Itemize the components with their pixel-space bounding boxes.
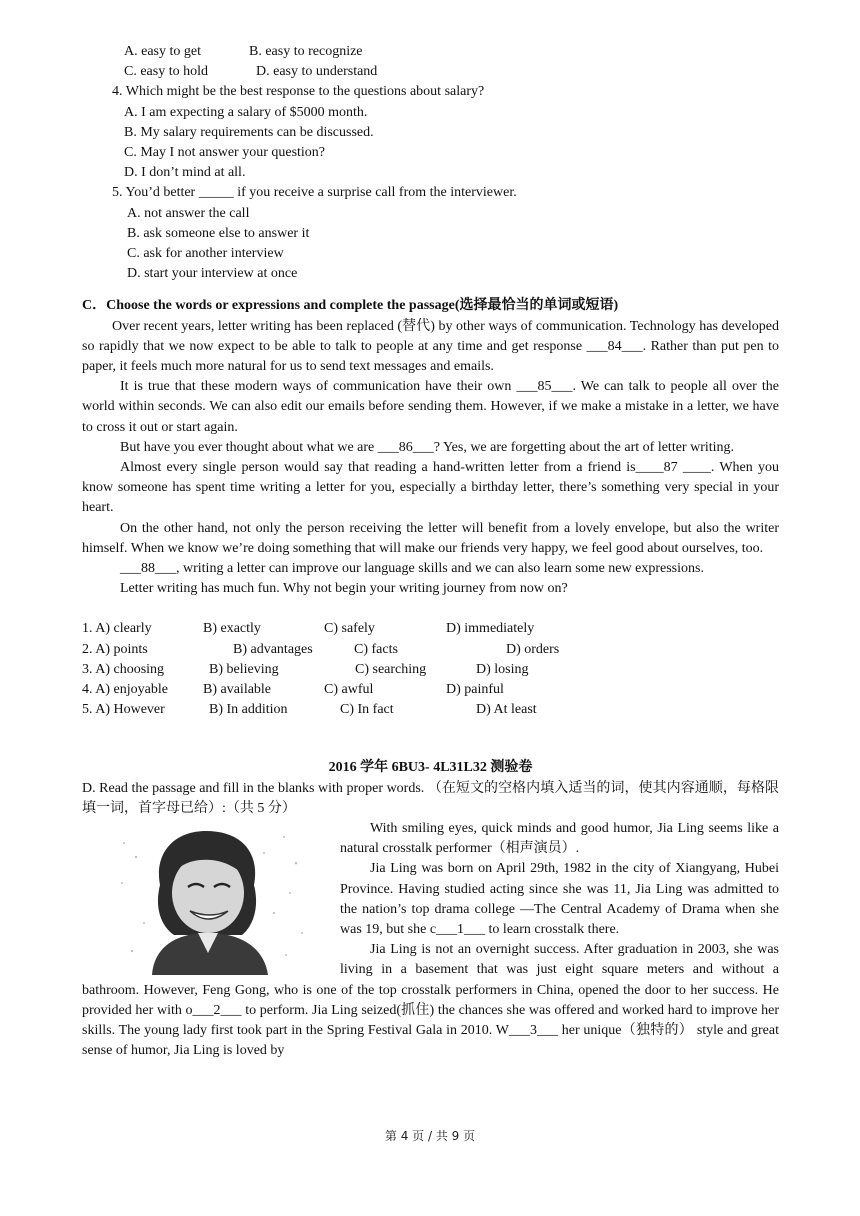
q3-options-row-1: [82, 42, 779, 62]
choice-row-2: [82, 640, 779, 660]
choice-5-b: B) In addition: [209, 702, 288, 718]
choice-row-5: [82, 700, 779, 720]
choice-row-3: [82, 660, 779, 680]
section-d-paragraph-1: With smiling eyes, quick minds and good humor, Jia Ling seems like a natural crosstalk performer（相声演员）.: [340, 821, 779, 857]
choice-2-b: B) advantages: [233, 641, 313, 657]
choice-1-b: B) exactly: [203, 621, 261, 637]
choice-3-a: 3. A) choosing: [82, 661, 165, 677]
choice-3-d: D) losing: [476, 661, 529, 677]
q3-option-d: D. easy to understand: [256, 64, 378, 80]
section-c-paragraph-5: On the other hand, not only the person receiving the letter will benefit from a lovely envelope, but also the writer himself. When we know we’re doing something that will make our friends very happy, we feel good about ourselves, too.: [82, 520, 779, 556]
choice-4-c: C) awful: [324, 682, 374, 698]
section-d-paragraph-2: Jia Ling was born on April 29th, 1982 in the city of Xiangyang, Hubei Province. Having studied acting since she was 11, Jia Ling was admitted to the nation’s top drama college —The Central Academy of Drama when she was 19, but she c___1___ to learn crosstalk there.: [340, 861, 779, 938]
q3-option-a: A. easy to get: [124, 44, 201, 59]
choice-1-c: C) safely: [324, 621, 375, 637]
choice-row-1: [82, 619, 779, 639]
section-c-paragraph-3: But have you ever thought about what we are ___86___? Yes, we are forgetting about the art of letter writing.: [120, 439, 735, 455]
choice-3-c: C) searching: [355, 661, 427, 677]
portrait-illustration: [114, 823, 310, 975]
choice-2-a: 2. A) points: [82, 641, 148, 657]
choice-3-b: B) believing: [209, 661, 279, 677]
question-5-option-b: B. ask someone else to answer it: [127, 225, 310, 241]
choice-4-b: B) available: [203, 682, 272, 698]
choice-1-d: D) immediately: [446, 621, 535, 637]
section-c-paragraph-6: ___88___, writing a letter can improve our language skills and we can also learn some new expressions.: [120, 561, 704, 577]
question-5-option-a: A. not answer the call: [127, 205, 250, 221]
section-d-paragraph-3: Jia Ling is not an overnight success. After graduation in 2003, she was living in a basement that was just eight square meters and without a bathroom. However, Feng Gong, who is one of the top crosstalk performers in China, opened the door to her success. He provided her with o___2___ to perform. Jia Ling seized(抓住) the chances she was offered and worked hard to improve her skills. The young lady first took part in the Spring Festival Gala in 2010. W___3___ her unique（独特的） style and great sense of humor, Jia Ling is loved by: [82, 942, 779, 1059]
q3-option-b: B. easy to recognize: [249, 44, 363, 59]
section-c-paragraph-1: Over recent years, letter writing has been replaced (替代) by other ways of communication. Technology has developed so rapidly that we now expect to be able to talk to people at any time and get response ___84___. Rather than put pen to paper, it feels much more natural for us to send text messages and emails.: [82, 318, 779, 375]
question-5-option-c: C. ask for another interview: [127, 246, 284, 261]
section-d-instructions: D. Read the passage and fill in the blanks with proper words. （在短文的空格内填入适当的词，使其内容通顺，每格限填一词，首字母已给）:（共 5 分）: [82, 780, 779, 816]
choice-2-c: C) facts: [354, 641, 398, 657]
q3-options-row-2: [82, 62, 779, 82]
section-c-title: C．Choose the words or expressions and complete the passage(选择最恰当的单词或短语): [82, 298, 619, 314]
question-4-option-d: D. I don’t mind at all.: [124, 165, 246, 181]
section-c-paragraph-4: Almost every single person would say that reading a hand-written letter from a friend is____87 ____. When you know someone has spent time writing a letter for you, especially a birthday letter, there’s something very special in your heart.: [82, 460, 779, 516]
question-4-option-c: C. May I not answer your question?: [124, 144, 326, 160]
section-c-paragraph-7: Letter writing has much fun. Why not begin your writing journey from now on?: [120, 581, 568, 597]
question-5-option-d: D. start your interview at once: [127, 266, 298, 282]
choice-row-4: [82, 680, 779, 700]
page-footer: 第 4 页 / 共 9 页: [384, 1129, 476, 1143]
q3-option-c: C. easy to hold: [124, 64, 208, 80]
question-5-stem: 5. You’d better _____ if you receive a surprise call from the interviewer.: [112, 185, 517, 201]
choice-4-d: D) painful: [446, 682, 504, 698]
section-c-paragraph-2: It is true that these modern ways of communication have their own ___85___. We can talk to people all over the world within seconds. We can also edit our emails before sending them. However, if we make a mistake in a letter, we have to cross it out or start again.: [82, 379, 779, 435]
question-4-option-a: A. I am expecting a salary of $5000 month.: [124, 104, 368, 120]
question-4-stem: 4. Which might be the best response to the questions about salary?: [112, 84, 485, 100]
section-d-header: 2016 学年 6BU3- 4L31L32 测验卷: [328, 760, 533, 776]
document-page: [82, 42, 779, 1061]
choice-2-d: D) orders: [506, 641, 560, 657]
spacer: [82, 599, 779, 619]
choice-4-a: 4. A) enjoyable: [82, 682, 168, 698]
choice-5-a: 5. A) However: [82, 702, 165, 718]
question-4-option-b: B. My salary requirements can be discussed.: [124, 124, 374, 140]
choice-1-a: 1. A) clearly: [82, 621, 152, 637]
choice-5-c: C) In fact: [340, 702, 394, 718]
choice-5-d: D) At least: [476, 702, 537, 718]
jia-ling-photo: [114, 823, 310, 975]
